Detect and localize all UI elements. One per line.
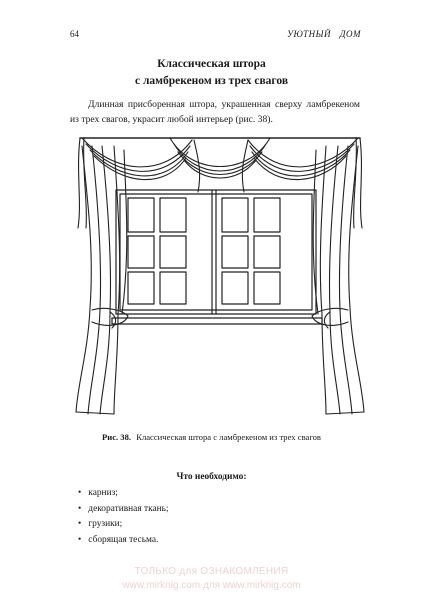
page-number: 64	[70, 29, 79, 39]
title-line-1: Классическая штора	[157, 58, 266, 70]
list-item: • карниз;	[78, 486, 169, 502]
window	[112, 190, 322, 324]
curtain-illustration	[72, 132, 368, 427]
list-item: • декоративная ткань;	[78, 502, 169, 518]
list-item: • сборящая тесьма.	[78, 533, 169, 549]
title-line-2: с ламбрекеном из трех свагов	[134, 75, 289, 87]
list-item: • грузики;	[78, 517, 169, 533]
section-title	[0, 56, 423, 90]
materials-heading: Что необходимо:	[176, 472, 247, 482]
right-curtain	[312, 146, 364, 414]
watermark-line-2: www.mirknig.com для www.mirknig.com	[122, 580, 301, 591]
intro-paragraph: Длинная присборенная штора, украшенная сверху ламбрекеном из трех свагов, украсит любой интерьер (рис. 38).	[70, 99, 360, 125]
figure-caption	[0, 432, 423, 442]
caption-text: Классическая штора с ламбрекеном из трех свагов	[136, 432, 321, 442]
caption-label: Рис. 38.	[102, 432, 132, 442]
watermark-line-1: ТОЛЬКО для ОЗНАКОМЛЕНИЯ	[134, 566, 289, 577]
materials-list	[78, 486, 169, 548]
running-title: УЮТНЫЙ ДОМ	[286, 29, 361, 39]
